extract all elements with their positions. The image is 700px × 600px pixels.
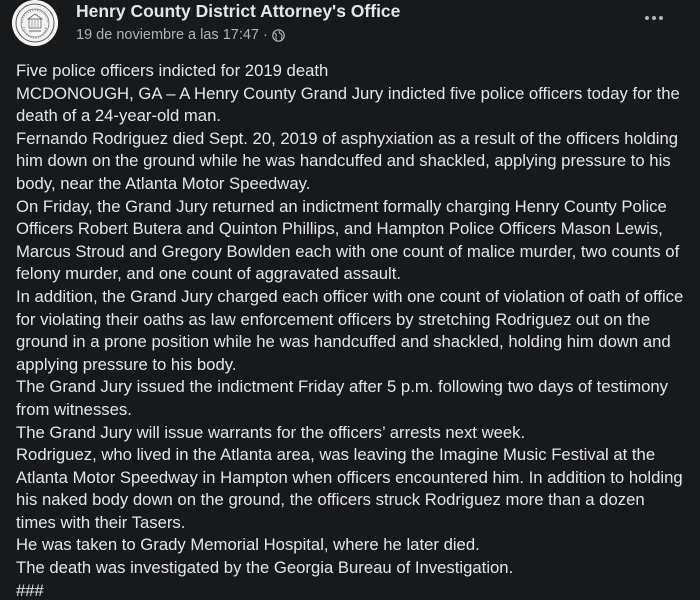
post-paragraph: MCDONOUGH, GA – A Henry County Grand Jury indicted five police officers today for the death of a 24-year-old man. [16, 83, 680, 126]
globe-icon[interactable] [272, 29, 285, 42]
post-meta [76, 27, 285, 43]
post-paragraph: Rodriguez, who lived in the Atlanta area, was leaving the Imagine Music Festival at the Atlanta Motor Speedway in Hampton when officers encountered him. In addition to holding his naked body down on the ground, the officers struck Rodriguez more than a dozen times with their Tasers. [16, 445, 683, 532]
post-paragraph: In addition, the Grand Jury charged each officer with one count of violation of oath of office for violating their oaths as law enforcement officers by stretching Rodriguez out on the ground in a prone position while he was handcuffed and shackled, holding him down and applying pressure to his body. [16, 286, 684, 374]
post-paragraph: The Grand Jury issued the indictment Friday after 5 p.m. following two days of testimony from witnesses. [16, 377, 669, 419]
post-paragraph: The Grand Jury will issue warrants for the officers’ arrests next week. [16, 422, 526, 442]
post-paragraph: Five police officers indicted for 2019 death [16, 61, 329, 80]
post-paragraph: ### [16, 580, 44, 600]
county-seal-icon[interactable] [12, 0, 58, 46]
post-paragraph: Fernando Rodriguez died Sept. 20, 2019 of asphyxiation as a result of the officers holding him down on the ground while he was handcuffed and shackled, applying pressure to his body, near the Atlanta Motor Speedway. [16, 128, 679, 193]
post-paragraph: He was taken to Grady Memorial Hospital, where he later died. [16, 535, 480, 555]
post-paragraph: On Friday, the Grand Jury returned an indictment formally charging Henry County Police Officers Robert Butera and Quinton Phillips, and Hampton Police Officers Mason Lewis, Marcus Stroud and Gregory Bowlden each with one count of malice murder, two counts of felony murder, and one count of aggravated assault. [16, 196, 680, 284]
post-header [12, 0, 688, 48]
more-options-icon[interactable] [640, 8, 668, 28]
meta-separator: · [263, 27, 268, 43]
post-timestamp[interactable]: 19 de noviembre a las 17:47 [76, 27, 259, 43]
page-name[interactable]: Henry County District Attorney's Office [76, 1, 401, 21]
post-body [16, 60, 686, 600]
post-paragraph: The death was investigated by the Georgia Bureau of Investigation. [16, 558, 514, 578]
